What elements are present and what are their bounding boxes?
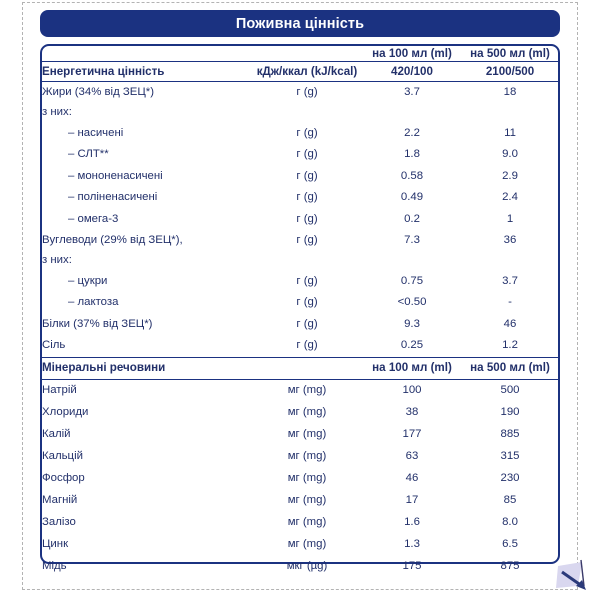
nutrient-label-0: Жири (34% від ЗЕЦ*) (42, 86, 155, 99)
energy-per-100ml: 420/100 (362, 62, 462, 82)
nutrient-per-500ml-5: 2.4 (502, 191, 518, 204)
mineral-per-500ml-6: 8.0 (502, 515, 518, 528)
nutrient-unit-12: г (g) (296, 339, 318, 352)
nutrient-label-2: – насичені (68, 126, 124, 139)
table-row (42, 82, 558, 104)
mineral-unit-8: мкг (µg) (286, 559, 328, 572)
mineral-per-500ml-2: 885 (500, 427, 520, 440)
energy-unit: кДж/ккал (kJ/kcal) (252, 62, 362, 82)
mineral-per-100ml-2: 177 (402, 427, 422, 440)
nutrient-per-500ml-9: 3.7 (502, 274, 518, 287)
nutrient-per-100ml-3: 1.8 (404, 148, 420, 161)
minerals-section-label: Мінеральні речовини (42, 357, 252, 379)
mineral-unit-4: мг (mg) (287, 471, 327, 484)
nutrient-label-1: з них: (42, 106, 72, 119)
minerals-section-unit (252, 357, 362, 379)
nutrient-label-4: – мононенасичені (68, 169, 163, 182)
nutrient-per-100ml-0: 3.7 (404, 86, 420, 99)
energy-label: Енергетична цінність (42, 62, 252, 82)
nutrient-per-500ml-6: 1 (506, 212, 514, 225)
table-row (42, 144, 558, 166)
mineral-per-100ml-6: 1.6 (404, 515, 420, 528)
mineral-unit-0: мг (mg) (287, 383, 327, 396)
nutrient-unit-8 (252, 252, 362, 271)
nutrition-table (42, 46, 558, 578)
column-header-row (42, 46, 558, 62)
nutrient-unit-2: г (g) (296, 126, 318, 139)
nutrition-table-body (42, 46, 558, 578)
nutrient-per-500ml-3: 9.0 (502, 148, 518, 161)
column-header-per-500ml: на 500 мл (ml) (470, 46, 550, 60)
mineral-per-500ml-8: 875 (500, 559, 520, 572)
mineral-unit-7: мг (mg) (287, 537, 327, 550)
table-row (42, 335, 558, 357)
nutrient-unit-7: г (g) (296, 234, 318, 247)
energy-per-500ml: 2100/500 (462, 62, 558, 82)
table-row (42, 292, 558, 314)
nutrient-label-8: з них: (42, 254, 72, 267)
mineral-label-7: Цинк (42, 537, 69, 550)
mineral-per-100ml-0: 100 (402, 383, 422, 396)
nutrient-per-100ml-4: 0.58 (400, 169, 424, 182)
mineral-label-1: Хлориди (42, 405, 89, 418)
nutrition-title-banner (40, 10, 560, 37)
nutrition-table-card (40, 44, 560, 572)
table-row (42, 166, 558, 188)
nutrient-per-100ml-7: 7.3 (404, 234, 420, 247)
mineral-unit-2: мг (mg) (287, 427, 327, 440)
mineral-label-0: Натрій (42, 383, 77, 396)
nutrient-per-100ml-11: 9.3 (404, 317, 420, 330)
nutrient-per-100ml-10: <0.50 (397, 296, 427, 309)
table-row (42, 446, 558, 468)
mineral-per-500ml-5: 85 (503, 493, 517, 506)
nutrient-per-500ml-4: 2.9 (502, 169, 518, 182)
mineral-unit-3: мг (mg) (287, 449, 327, 462)
table-row (42, 534, 558, 556)
nutrient-unit-1 (252, 104, 362, 123)
nutrient-unit-5: г (g) (296, 191, 318, 204)
mineral-label-4: Фосфор (42, 471, 85, 484)
nutrient-per-500ml-8 (462, 252, 558, 271)
column-header-label (42, 46, 252, 62)
table-row (42, 123, 558, 145)
table-row (42, 252, 558, 271)
table-row (42, 424, 558, 446)
nutrient-per-100ml-2: 2.2 (404, 126, 420, 139)
table-row (42, 490, 558, 512)
mineral-per-100ml-1: 38 (405, 405, 419, 418)
mineral-label-8: Мідь (42, 559, 67, 572)
mineral-per-100ml-5: 17 (405, 493, 419, 506)
nutrient-unit-11: г (g) (296, 317, 318, 330)
nutrient-label-10: – лактоза (68, 296, 119, 309)
minerals-header-per-500ml: на 500 мл (ml) (462, 357, 558, 379)
energy-value-row (42, 62, 558, 82)
mineral-label-5: Магній (42, 493, 78, 506)
table-row (42, 104, 558, 123)
nutrient-per-500ml-11: 46 (503, 317, 517, 330)
nutrient-per-100ml-6: 0.2 (404, 212, 420, 225)
mineral-label-6: Залізо (42, 515, 76, 528)
mineral-unit-6: мг (mg) (287, 515, 327, 528)
column-header-unit (252, 46, 362, 62)
table-row (42, 468, 558, 490)
mineral-per-500ml-4: 230 (500, 471, 520, 484)
nutrient-per-500ml-12: 1.2 (502, 339, 518, 352)
table-row (42, 556, 558, 578)
table-row (42, 512, 558, 534)
mineral-per-100ml-7: 1.3 (404, 537, 420, 550)
nutrient-per-500ml-10: - (508, 296, 512, 309)
nutrient-unit-9: г (g) (296, 274, 318, 287)
column-header-per-100ml: на 100 мл (ml) (372, 46, 452, 60)
mineral-per-500ml-0: 500 (500, 383, 520, 396)
nutrient-per-100ml-9: 0.75 (400, 274, 424, 287)
nutrient-label-6: – омега-3 (68, 212, 119, 225)
minerals-section-header-row (42, 357, 558, 379)
mineral-per-100ml-3: 63 (405, 449, 419, 462)
nutrient-per-500ml-2: 11 (504, 126, 516, 139)
nutrient-label-9: – цукри (68, 274, 108, 287)
nutrient-per-100ml-8 (362, 252, 462, 271)
table-row (42, 187, 558, 209)
mineral-per-100ml-8: 175 (402, 559, 422, 572)
mineral-per-500ml-3: 315 (500, 449, 520, 462)
mineral-unit-5: мг (mg) (287, 493, 327, 506)
nutrient-per-500ml-0: 18 (503, 86, 517, 99)
mineral-per-100ml-4: 46 (405, 471, 419, 484)
nutrient-unit-10: г (g) (296, 296, 318, 309)
table-row (42, 209, 558, 231)
nutrient-unit-6: г (g) (296, 212, 318, 225)
nutrient-label-12: Сіль (42, 339, 66, 352)
nutrient-per-100ml-12: 0.25 (400, 339, 424, 352)
mineral-unit-1: мг (mg) (287, 405, 327, 418)
table-row (42, 402, 558, 424)
mineral-per-500ml-1: 190 (500, 405, 520, 418)
nutrient-per-100ml-1 (362, 104, 462, 123)
nutrient-label-5: – поліненасичені (68, 191, 158, 204)
mineral-label-3: Кальцій (42, 449, 83, 462)
nutrient-unit-4: г (g) (296, 169, 318, 182)
table-row (42, 230, 558, 252)
table-row (42, 379, 558, 402)
mineral-label-2: Калій (42, 427, 71, 440)
nutrient-label-11: Білки (37% від ЗЕЦ*) (42, 317, 153, 330)
table-row (42, 314, 558, 336)
nutrient-per-100ml-5: 0.49 (400, 191, 424, 204)
nutrient-label-7: Вуглеводи (29% від ЗЕЦ*), (42, 234, 183, 247)
page-title: Поживна цінність (235, 15, 365, 32)
nutrient-unit-0: г (g) (296, 86, 318, 99)
nutrient-per-500ml-1 (462, 104, 558, 123)
mineral-per-500ml-7: 6.5 (502, 537, 518, 550)
minerals-header-per-100ml: на 100 мл (ml) (362, 357, 462, 379)
nutrient-label-3: – СЛТ** (68, 148, 109, 161)
nutrient-unit-3: г (g) (296, 148, 318, 161)
nutrient-per-500ml-7: 36 (503, 234, 517, 247)
table-row (42, 271, 558, 293)
